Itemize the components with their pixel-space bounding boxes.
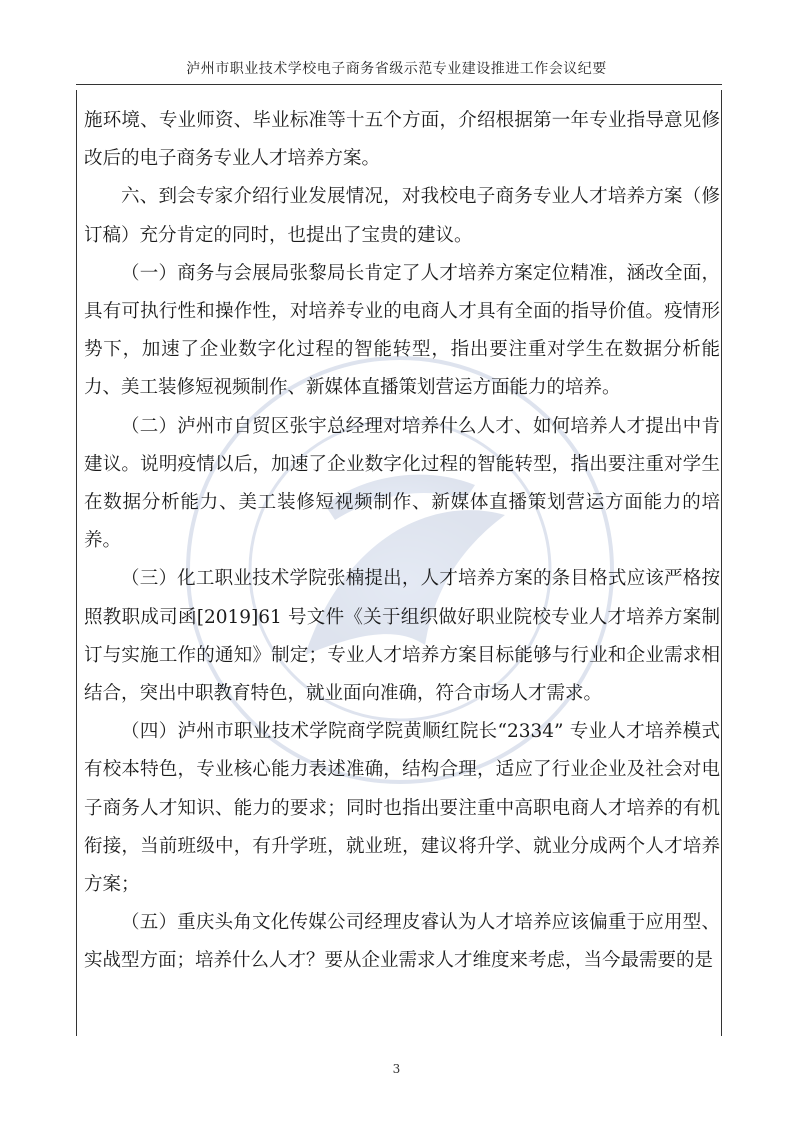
body-text <box>84 102 720 981</box>
paragraph: （二）泸州市自贸区张宇总经理对培养什么人才、如何培养人才提出中肯建议。说明疫情以后，加速了企业数字化过程的智能转型，指出要注重对学生在数据分析能力、美工装修短视频制作、新媒体直播策划营运方面能力的培养。 <box>84 415 720 552</box>
header-rule <box>76 84 722 85</box>
paragraph: （三）化工职业技术学院张楠提出，人才培养方案的条目格式应该严格按照教职成司函[2019]61 号文件《关于组织做好职业院校专业人才培养方案制订与实施工作的通知》制定；专业人才培养方案目标能够与行业和企业需求相结合，突出中职教育特色，就业面向准确，符合市场人才需求。 <box>84 568 720 705</box>
paragraph: 六、到会专家介绍行业发展情况，对我校电子商务专业人才培养方案（修订稿）充分肯定的同时，也提出了宝贵的建议。 <box>84 186 720 246</box>
paragraph: 施环境、专业师资、毕业标准等十五个方面，介绍根据第一年专业指导意见修改后的电子商务专业人才培养方案。 <box>84 110 720 170</box>
page-header-title: 泸州市职业技术学校电子商务省级示范专业建设推进工作会议纪要 <box>186 61 607 77</box>
paragraph: （一）商务与会展局张黎局长肯定了人才培养方案定位精准，涵改全面，具有可执行性和操作性，对培养专业的电商人才具有全面的指导价值。疫情形势下，加速了企业数字化过程的智能转型，指出要注重对学生在数据分析能力、美工装修短视频制作、新媒体直播策划营运方面能力的培养。 <box>84 262 720 399</box>
paragraph: （五）重庆头角文化传媒公司经理皮睿认为人才培养应该偏重于应用型、实战型方面；培养什么人才？要从企业需求人才维度来考虑，当今最需要的是 <box>84 912 720 972</box>
page-number: 3 <box>392 1062 401 1076</box>
paragraph: （四）泸州市职业技术学院商学院黄顺红院长“2334” 专业人才培养模式有校本特色，专业核心能力表述准确，结构合理，适应了行业企业及社会对电子商务人才知识、能力的要求；同时也指出要注重中高职电商人才培养的有机衔接，当前班级中，有升学班，就业班，建议将升学、就业分成两个人才培养方案； <box>84 721 720 896</box>
